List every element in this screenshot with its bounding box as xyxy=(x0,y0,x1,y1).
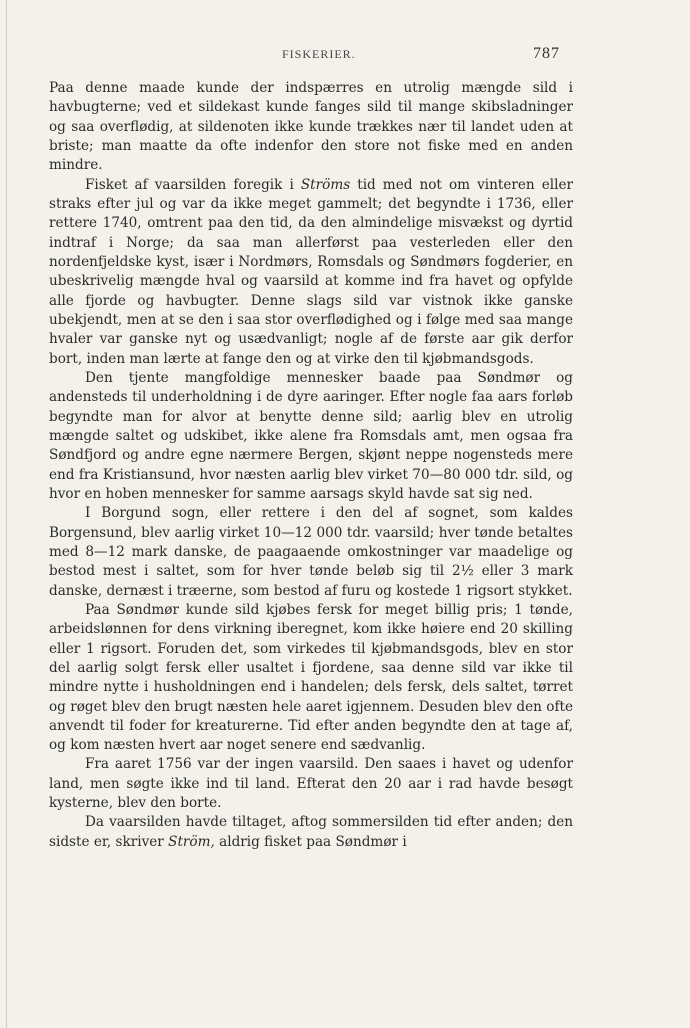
paragraph-1: Paa denne maade kunde der indspærres en utrolig mængde sild i havbugterne; ved et sildekast kunde fanges sild til mange skibsladninger og saa overflødig, at sildenoten ikke kunde trækkes nær til landet uden at briste; man maatte da ofte indenfor den store not fiske med en anden mindre. xyxy=(49,80,573,174)
paragraph-2 xyxy=(49,176,573,369)
paragraph-4: I Borgund sogn, eller rettere i den del af sognet, som kaldes Borgensund, blev aarlig virket 10—12 000 tdr. vaarsild; hver tønde betaltes med 8—12 mark danske, de paagaaende omkostninger var maadelige og bestod mest i saltet, som for hver tønde beløb sig til 2½ eller 3 mark danske, dernæst i træerne, som bestod af furu og kostede 1 rigsort stykket. xyxy=(49,505,573,599)
paragraph-7 xyxy=(49,813,573,852)
paragraph-7-text-a: Da vaarsilden havde tiltaget, aftog sommersilden tid efter anden; den sidste er, skriver xyxy=(49,814,573,850)
paragraph-5: Paa Søndmør kunde sild kjøbes fersk for meget billig pris; 1 tønde, arbeidslønnen for dens virkning iberegnet, kom ikke høiere end 20 skilling eller 1 rigsort. Foruden det, som virkedes til kjøbmandsgods, blev en stor del aarlig solgt fersk eller usaltet i fjordene, saa denne sild var ikke til mindre nytte i husholdningen end i handelen; dels fersk, dels saltet, tørret og røget blev den brugt næsten hele aaret igjennem. Desuden blev den ofte anvendt til foder for kreaturerne. Tid efter anden begyndte den at tage af, og kom næsten hvert aar noget senere end sædvanlig. xyxy=(49,601,573,754)
paragraph-3: Den tjente mangfoldige mennesker baade paa Søndmør og andensteds til underholdning i de dyre aaringer. Efter nogle faa aars forløb begyndte man for alvor at benytte denne sild; aarlig blev en utrolig mængde saltet og udskibet, ikke alene fra Romsdals amt, men ogsaa fra Søndfjord og andre egne nærmere Bergen, skjønt neppe nogensteds mere end fra Kristiansund, hvor næsten aarlig blev virket 70—80 000 tdr. sild, og hvor en hoben mennesker for samme aarsags skyld havde sat sig ned. xyxy=(49,369,573,502)
page-number: 787 xyxy=(533,45,560,62)
page-edge-line xyxy=(6,0,7,1028)
paragraph-6: Fra aaret 1756 var der ingen vaarsild. Den saaes i havet og udenfor land, men søgte ikke ind til land. Efterat den 20 aar i rad havde besøgt kysterne, blev den borte. xyxy=(49,756,573,812)
paragraph-2-text-a: Fisket af vaarsilden foregik i xyxy=(85,176,301,193)
paragraph-2-text-b: tid med not om vinteren eller straks efter jul og var da ikke meget gammelt; det begyndte i 1736, eller rettere 1740, omtrent paa den tid, da den almindelige misvækst og dyrtid indtraf i Norge; da saa man allerførst paa vesterleden eller den nordenfjeldske kyst, især i Nordmørs, Romsdals og Søndmørs fogderier, en ubeskrivelig mængde hval og vaarsild at komme ind fra havet og opfylde alle fjorde og havbugter. Denne slags sild var vistnok ikke ganske ubekjendt, men at se den i saa stor overflødighed og i følge med saa mange hvaler var ganske nyt og usædvanligt; nogle af de første aar gik derfor bort, inden man lærte at fange den og at virke den til kjøbmandsgods. xyxy=(49,176,573,367)
body-text xyxy=(49,79,573,852)
author-name-strom-2: Ström, xyxy=(168,833,215,850)
paragraph-7-text-b: aldrig fisket paa Søndmør i xyxy=(214,833,407,850)
author-name-strom: Ströms xyxy=(300,176,351,193)
running-title: FISKERIER. xyxy=(282,47,356,61)
